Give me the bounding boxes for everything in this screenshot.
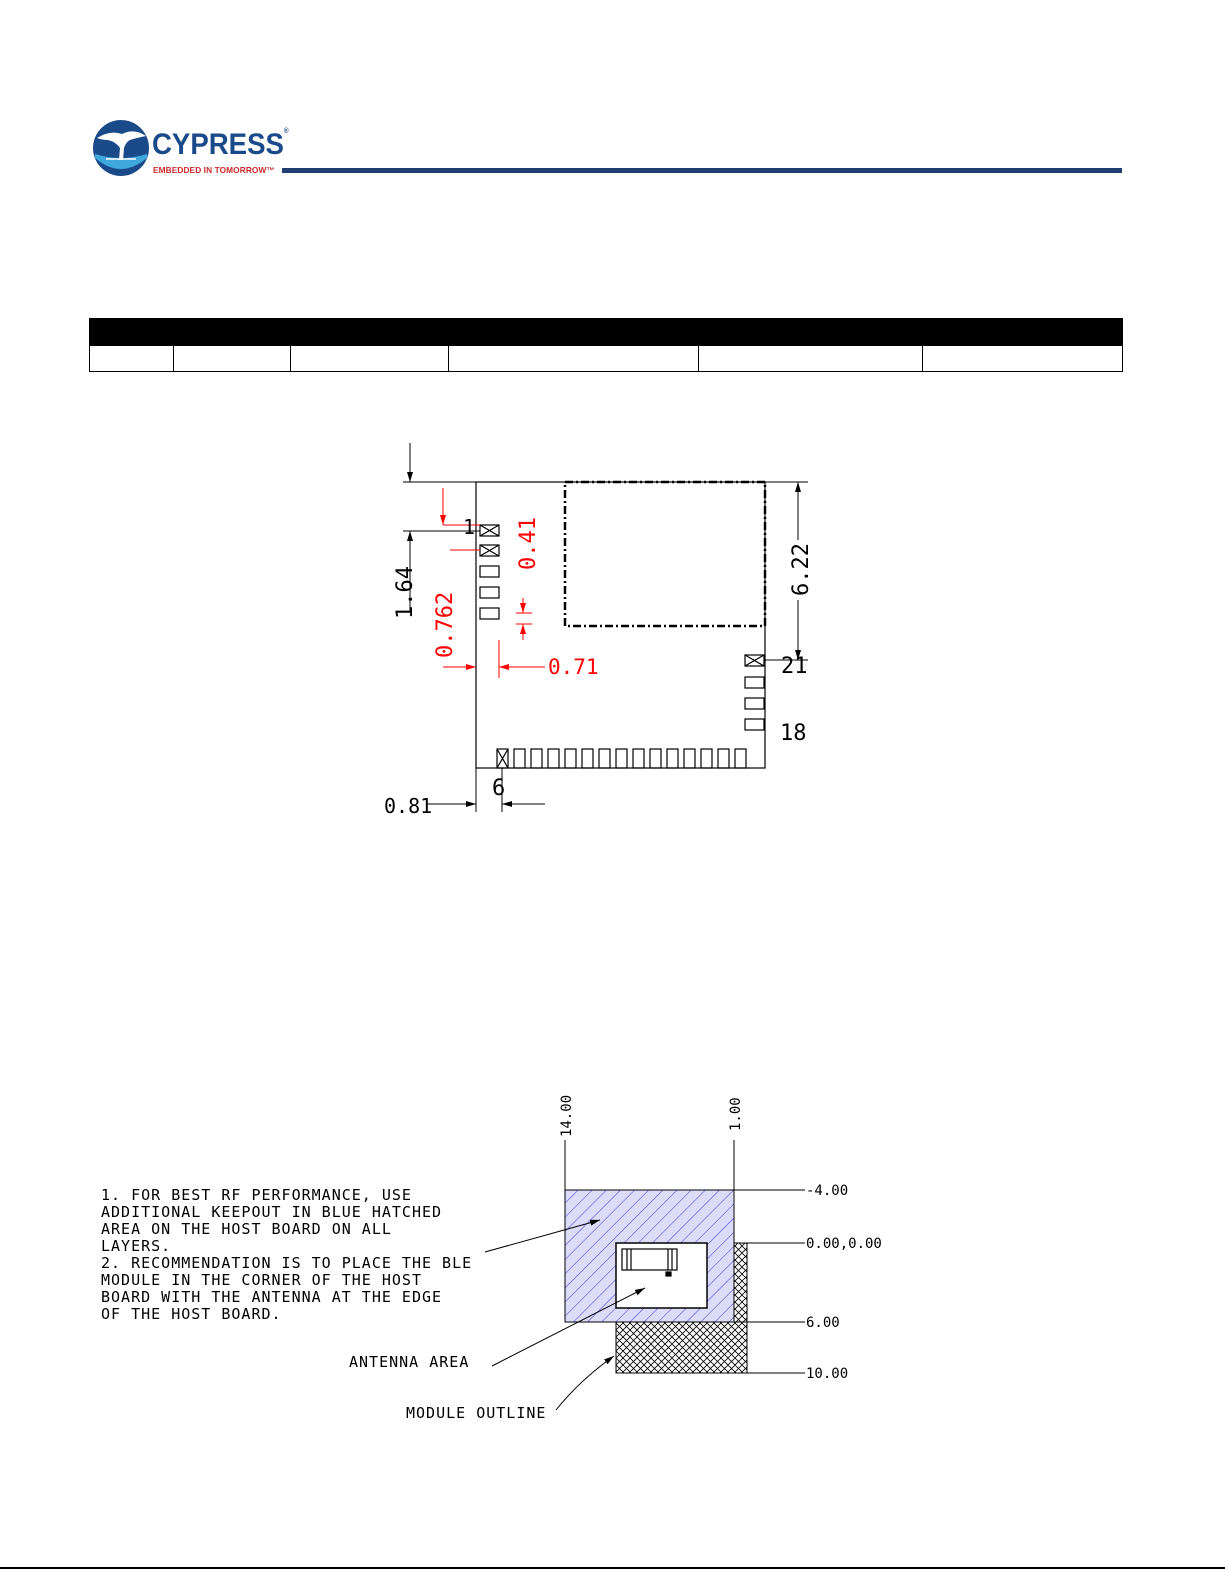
dim-label-y-bottom: 10.00: [806, 1366, 849, 1382]
dim-label-x-right: 1.00: [728, 1097, 744, 1131]
pin-label-21: 21: [781, 654, 808, 679]
dim-label-pad-pitch: 0.762: [433, 591, 458, 658]
pin-label-6: 6: [492, 776, 506, 801]
right-pad-column: [745, 655, 764, 730]
dim-label-x-left: 14.00: [559, 1094, 575, 1137]
note-line: 2. RECOMMENDATION IS TO PLACE THE BLE: [101, 1254, 473, 1272]
dim-label-antenna: 6.22: [789, 543, 814, 596]
note-line: BOARD WITH THE ANTENNA AT THE EDGE: [101, 1288, 443, 1306]
antenna-area-label: ANTENNA AREA: [349, 1353, 470, 1371]
dim-label-y-mid: 6.00: [806, 1315, 840, 1331]
note-line: MODULE IN THE CORNER OF THE HOST: [101, 1271, 422, 1289]
module-footprint-drawing: [403, 443, 808, 812]
dim-label-left-offset: 0.81: [384, 794, 433, 818]
note-line: ADDITIONAL KEEPOUT IN BLUE HATCHED: [101, 1203, 443, 1221]
pin-label-1: 1: [463, 515, 476, 539]
antenna-area-box: [616, 1243, 707, 1308]
footer-rule: [0, 1567, 1225, 1569]
dim-label-pad-width: 0.71: [548, 655, 599, 679]
note-line: 1. FOR BEST RF PERFORMANCE, USE: [101, 1186, 412, 1204]
antenna-keepout-outline: [565, 482, 765, 626]
note-line: OF THE HOST BOARD.: [101, 1305, 282, 1323]
dim-label-top: 1.64: [393, 566, 418, 619]
left-pad-column: [480, 525, 499, 619]
brand-wordmark: CYPRESS®: [152, 128, 289, 161]
module-outline-label: MODULE OUTLINE: [406, 1404, 547, 1422]
pin-label-18: 18: [780, 721, 807, 746]
dim-label-pad-height: 0.41: [516, 517, 541, 570]
keepout-placement-drawing: [485, 1140, 805, 1410]
note-line: LAYERS.: [101, 1237, 172, 1255]
dim-label-y-top: -4.00: [806, 1183, 849, 1199]
dim-label-origin: 0.00,0.00: [806, 1236, 882, 1252]
note-line: AREA ON THE HOST BOARD ON ALL: [101, 1220, 392, 1238]
red-dimensions: [443, 488, 545, 678]
black-dimensions: [403, 443, 808, 812]
bottom-pad-row: [497, 749, 746, 768]
brand-tagline: EMBEDDED IN TOMORROW™: [153, 165, 275, 175]
